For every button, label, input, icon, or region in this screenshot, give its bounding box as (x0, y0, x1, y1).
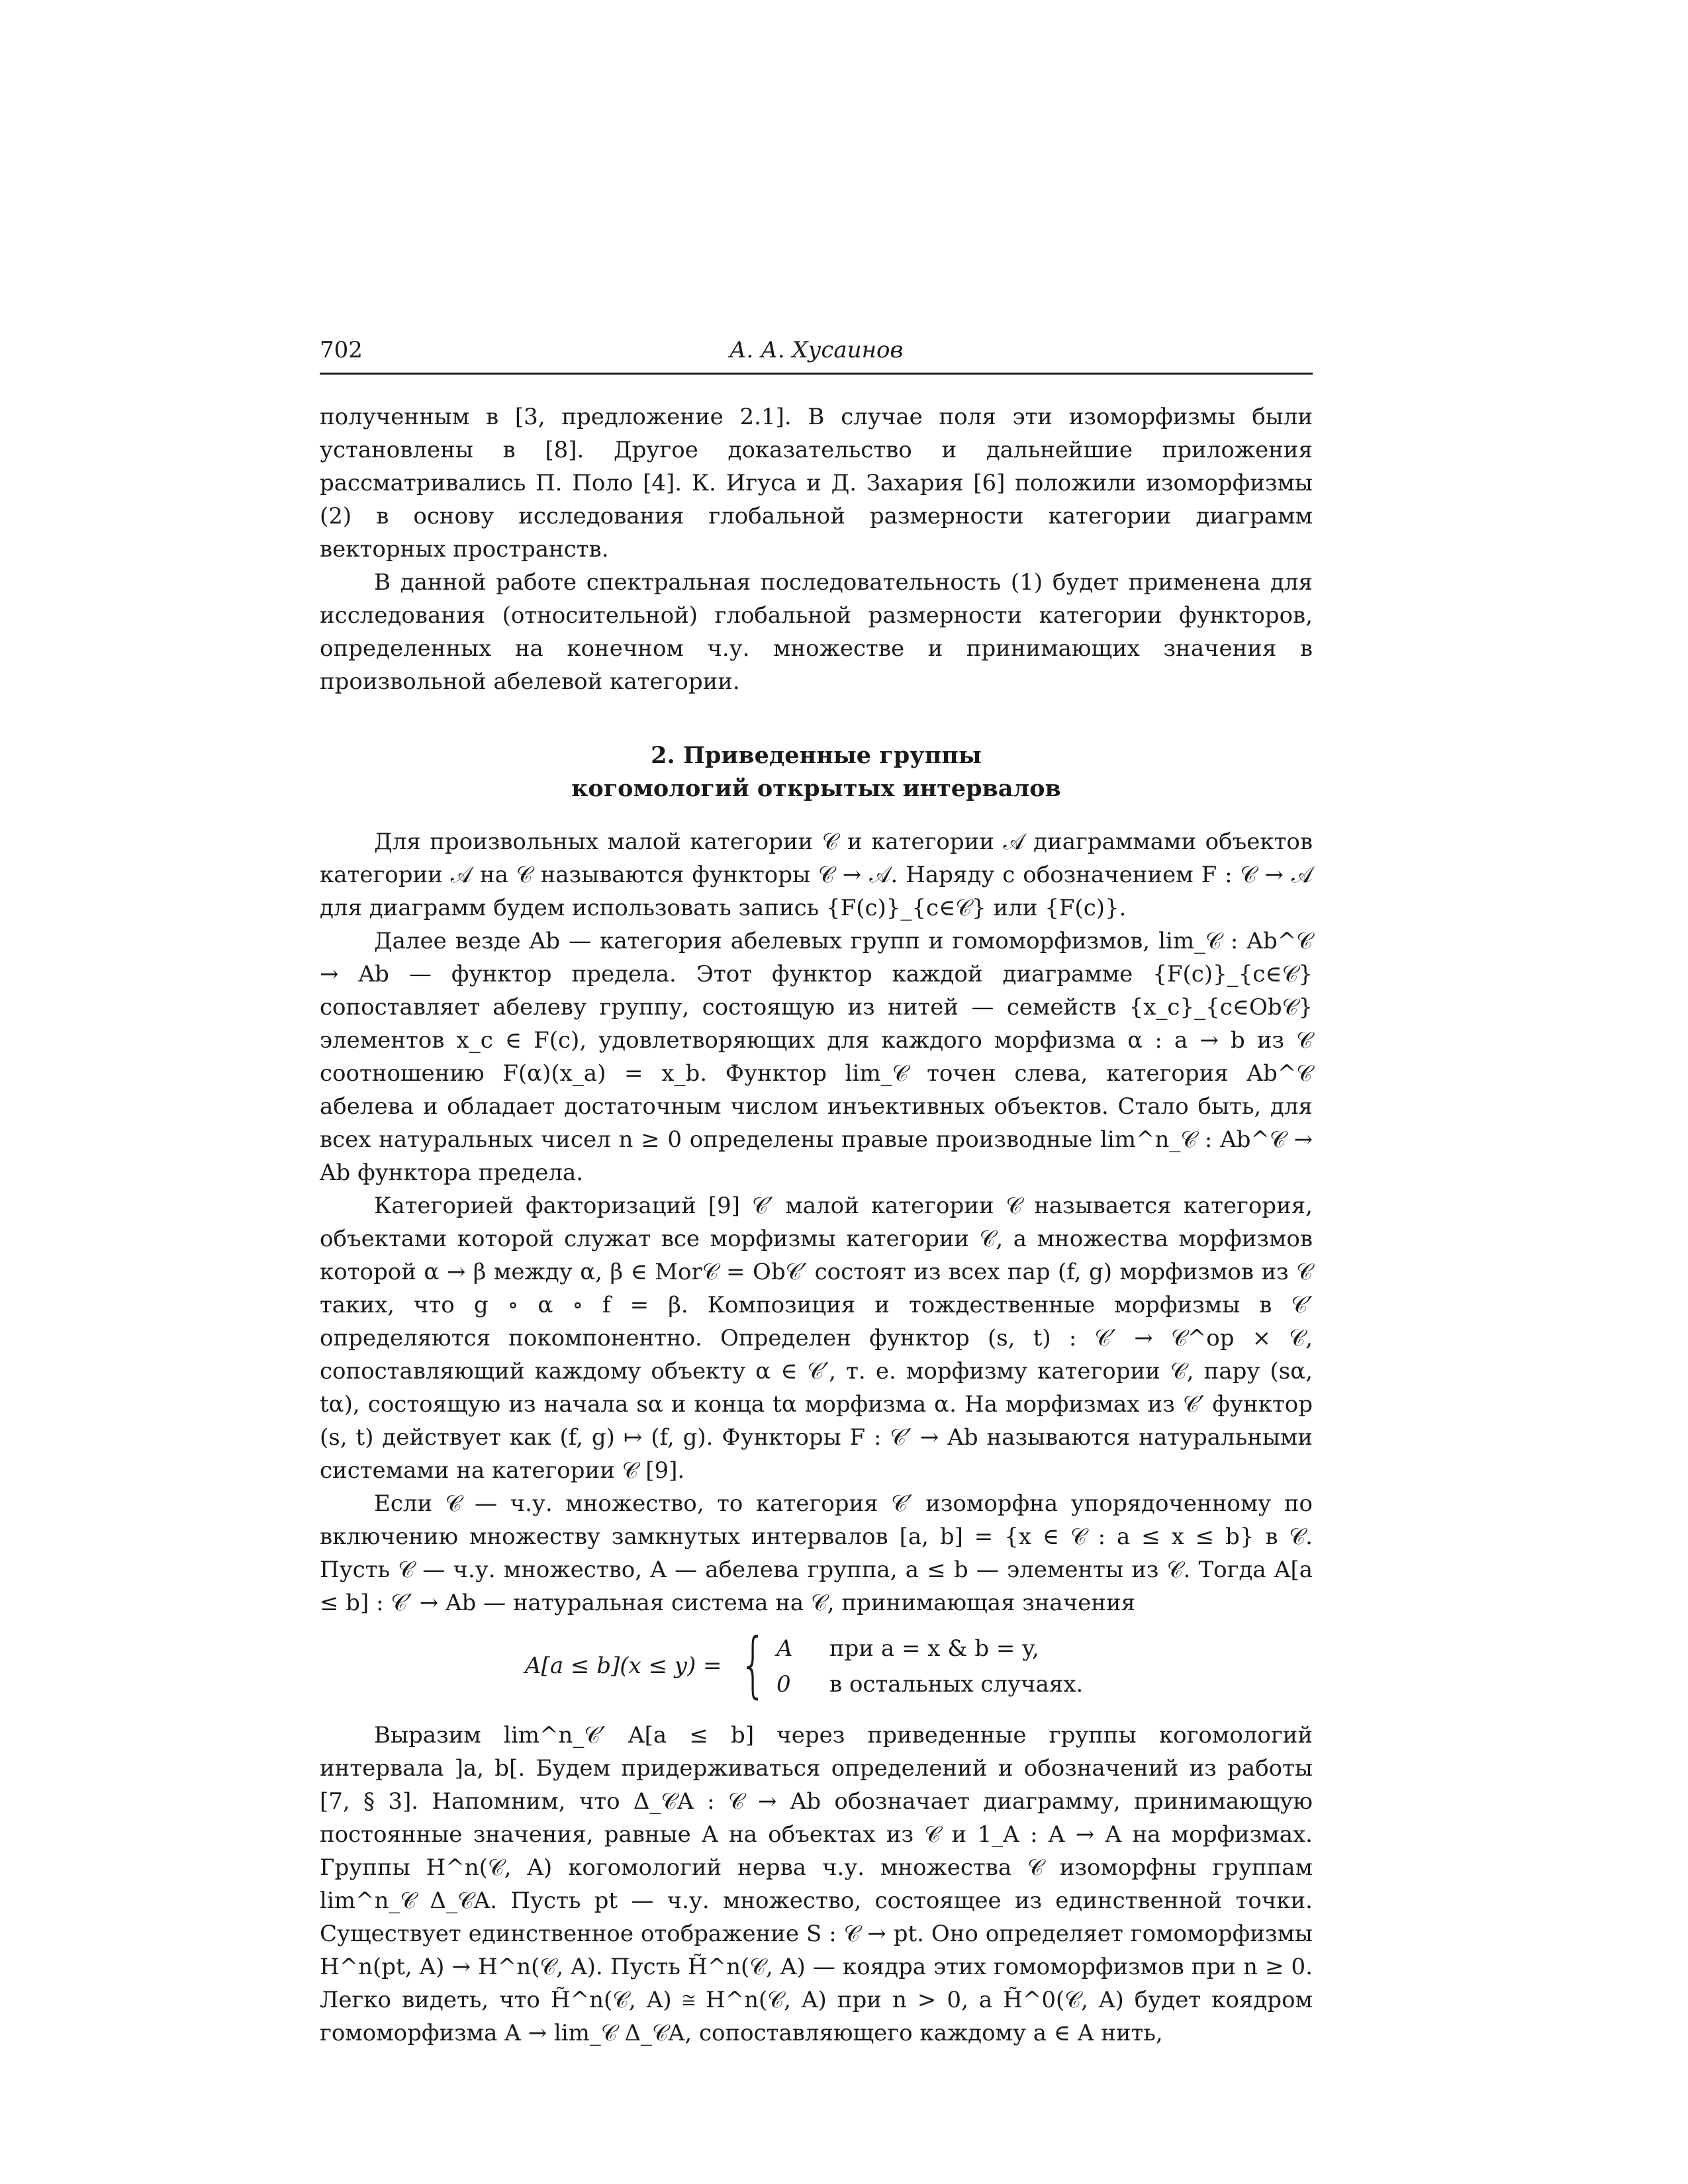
section-heading-line-2: когомологий открытых интервалов (571, 775, 1061, 802)
intro-paragraph-2: В данной работе спектральная последовательность (1) будет применена для исследования (относительной) глобальной размерности категории функторов, определенных на конечном ч.у. множестве и принимающих значения в произвольной абелевой категории. (320, 569, 1313, 695)
section-paragraph-4: Если 𝒞 — ч.у. множество, то категория 𝒞′ изоморфна упорядоченному по включению множеству замкнутых интервалов [a, b] = {x ∈ 𝒞 : a ≤ x ≤ b} в 𝒞. Пусть 𝒞 — ч.у. множество, A — абелева группа, a ≤ b — элементы из 𝒞. Тогда A[a ≤ b] : 𝒞′ → Ab — натуральная система на 𝒞, принимающая значения (320, 1490, 1313, 1616)
section-paragraph-3: Категорией факторизаций [9] 𝒞′ малой категории 𝒞 называется категория, объектами которой служат все морфизмы категории 𝒞, а множества морфизмов которой α → β между α, β ∈ Mor𝒞 = Ob𝒞′ состоят из всех пар (f, g) морфизмов из 𝒞 таких, что g ∘ α ∘ f = β. Композиция и тождественные морфизмы в 𝒞′ определяются покомпонентно. Определен функтор (s, t) : 𝒞′ → 𝒞^op × 𝒞, сопоставляющий каждому объекту α ∈ 𝒞′, т. е. морфизму категории 𝒞, пару (sα, tα), состоящую из начала sα и конца tα морфизма α. На морфизмах из 𝒞′ функтор (s, t) действует как (f, g) ↦ (f, g). Функторы F : 𝒞′ → Ab называются натуральными системами на категории 𝒞 [9]. (320, 1193, 1313, 1484)
display-formula (320, 1623, 1313, 1706)
intro-paragraph-1: полученным в [3, предложение 2.1]. В случае поля эти изоморфизмы были установлены в [8]. Другое доказательство и дальнейшие приложения рассматривались П. Поло [4]. К. Игуса и Д. Захария [6] положили изоморфизмы (2) в основу исследования глобальной размерности категории диаграмм векторных пространств. (320, 404, 1313, 563)
article-body (320, 400, 1313, 2050)
formula-case-1-condition: при a = x & b = y, (829, 1635, 1039, 1662)
formula-case-1-value: A (776, 1635, 793, 1662)
section-paragraph-1: Для произвольных малой категории 𝒞 и категории 𝒜 диаграммами объектов категории 𝒜 на 𝒞 называются функторы 𝒞 → 𝒜. Наряду с обозначением F : 𝒞 → 𝒜 для диаграмм будем использовать запись {F(c)}_{c∈𝒞} или {F(c)}. (320, 829, 1313, 921)
formula-lhs: A[a ≤ b](x ≤ y) = (525, 1653, 722, 1679)
section-heading (320, 739, 1313, 805)
section-paragraph-2: Далее везде Ab — категория абелевых групп и гомоморфизмов, lim_𝒞 : Ab^𝒞 → Ab — функтор предела. Этот функтор каждой диаграмме {F(c)}_{c∈𝒞} сопоставляет абелеву группу, состоящую из нитей — семейств {x_c}_{c∈Ob𝒞} элементов x_c ∈ F(c), удовлетворяющих для каждого морфизма α : a → b из 𝒞 соотношению F(α)(x_a) = x_b. Функтор lim_𝒞 точен слева, категория Ab^𝒞 абелева и обладает достаточным числом инъективных объектов. Стало быть, для всех натуральных чисел n ≥ 0 определены правые производные lim^n_𝒞 : Ab^𝒞 → Ab функтора предела. (320, 928, 1313, 1186)
formula-case-2-condition: в остальных случаях. (829, 1671, 1084, 1698)
section-paragraph-5: Выразим lim^n_𝒞′ A[a ≤ b] через приведенные группы когомологий интервала ]a, b[. Будем придерживаться определений и обозначений из работы [7, § 3]. Напомним, что Δ_𝒞A : 𝒞 → Ab обозначает диаграмму, принимающую постоянные значения, равные A на объектах из 𝒞 и 1_A : A → A на морфизмах. Группы H^n(𝒞, A) когомологий нерва ч.у. множества 𝒞 изоморфны группам lim^n_𝒞 Δ_𝒞A. Пусть pt — ч.у. множество, состоящее из единственной точки. Существует единственное отображение S : 𝒞 → pt. Оно определяет гомоморфизмы H^n(pt, A) → H^n(𝒞, A). Пусть H̃^n(𝒞, A) — коядра этих гомоморфизмов при n ≥ 0. Легко видеть, что H̃^n(𝒞, A) ≅ H^n(𝒞, A) при n > 0, а H̃^0(𝒞, A) будет коядром гомоморфизма A → lim_𝒞 Δ_𝒞A, сопоставляющего каждому a ∈ A нить, (320, 1722, 1313, 2046)
formula-case-2-value: 0 (776, 1671, 791, 1698)
formula-brace: { (739, 1623, 767, 1706)
page-number: 702 (320, 337, 363, 363)
running-title: А. А. Хусаинов (729, 337, 904, 363)
page-header (320, 334, 1313, 375)
section-heading-line-1: 2. Приведенные группы (651, 742, 982, 769)
